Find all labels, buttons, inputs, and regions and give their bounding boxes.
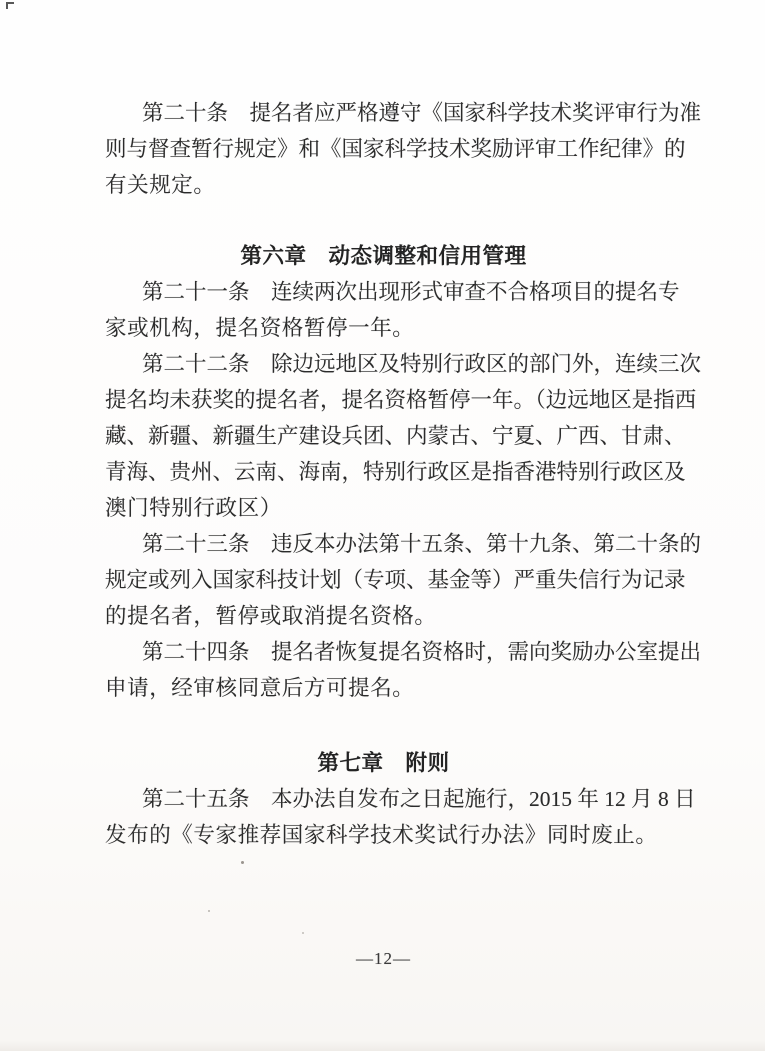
- article-23-paragraph: [105, 526, 702, 634]
- text-line: 规定或列入国家科技计划（专项、基金等）严重失信行为记录: [105, 568, 686, 592]
- text-line: 第二十一条 连续两次出现形式审查不合格项目的提名专: [142, 280, 680, 304]
- text-line: 申请，经审核同意后方可提名。: [105, 676, 415, 700]
- text-line: 第二十条 提名者应严格遵守《国家科学技术奖评审行为准: [142, 101, 702, 125]
- text-line: 提名均未获奖的提名者，提名资格暂停一年。（边远地区是指西: [105, 388, 697, 412]
- scan-corner-artifact: [6, 2, 14, 9]
- text-line: 澳门特别行政区）: [105, 496, 282, 520]
- text-line: 藏、新疆、新疆生产建设兵团、内蒙古、宁夏、广西、甘肃、: [105, 424, 686, 448]
- article-20-paragraph: [105, 95, 702, 203]
- article-22-paragraph: [105, 346, 702, 526]
- text-line: 则与督查暂行规定》和《国家科学技术奖励评审工作纪律》的: [105, 137, 686, 161]
- article-24-paragraph: [105, 634, 702, 706]
- chapter-7-heading: 第七章 附则: [317, 751, 450, 775]
- text-line: 第二十二条 除边远地区及特别行政区的部门外，连续三次: [142, 352, 702, 376]
- text-line: 的提名者，暂停或取消提名资格。: [105, 604, 437, 628]
- text-line: 有关规定。: [105, 173, 216, 197]
- article-21-paragraph: [105, 274, 680, 346]
- article-25-paragraph: [105, 781, 696, 853]
- document-text-column: [105, 95, 702, 969]
- scan-speck: [241, 861, 244, 864]
- page-number: —12—: [356, 949, 411, 968]
- text-line: 家或机构，提名资格暂停一年。: [105, 316, 415, 340]
- text-line: 第二十四条 提名者恢复提名资格时，需向奖励办公室提出: [142, 640, 702, 664]
- scan-speck: [208, 910, 210, 912]
- text-line: 第二十五条 本办法自发布之日起施行，2015 年 12 月 8 日: [142, 787, 696, 811]
- chapter-6-heading: 第六章 动态调整和信用管理: [240, 244, 527, 268]
- text-line: 发布的《专家推荐国家科学技术奖试行办法》同时废止。: [105, 823, 658, 847]
- text-line: 第二十三条 违反本办法第十五条、第十九条、第二十条的: [142, 532, 702, 556]
- text-line: 青海、贵州、云南、海南，特别行政区是指香港特别行政区及: [105, 460, 686, 484]
- scan-speck: [302, 932, 304, 934]
